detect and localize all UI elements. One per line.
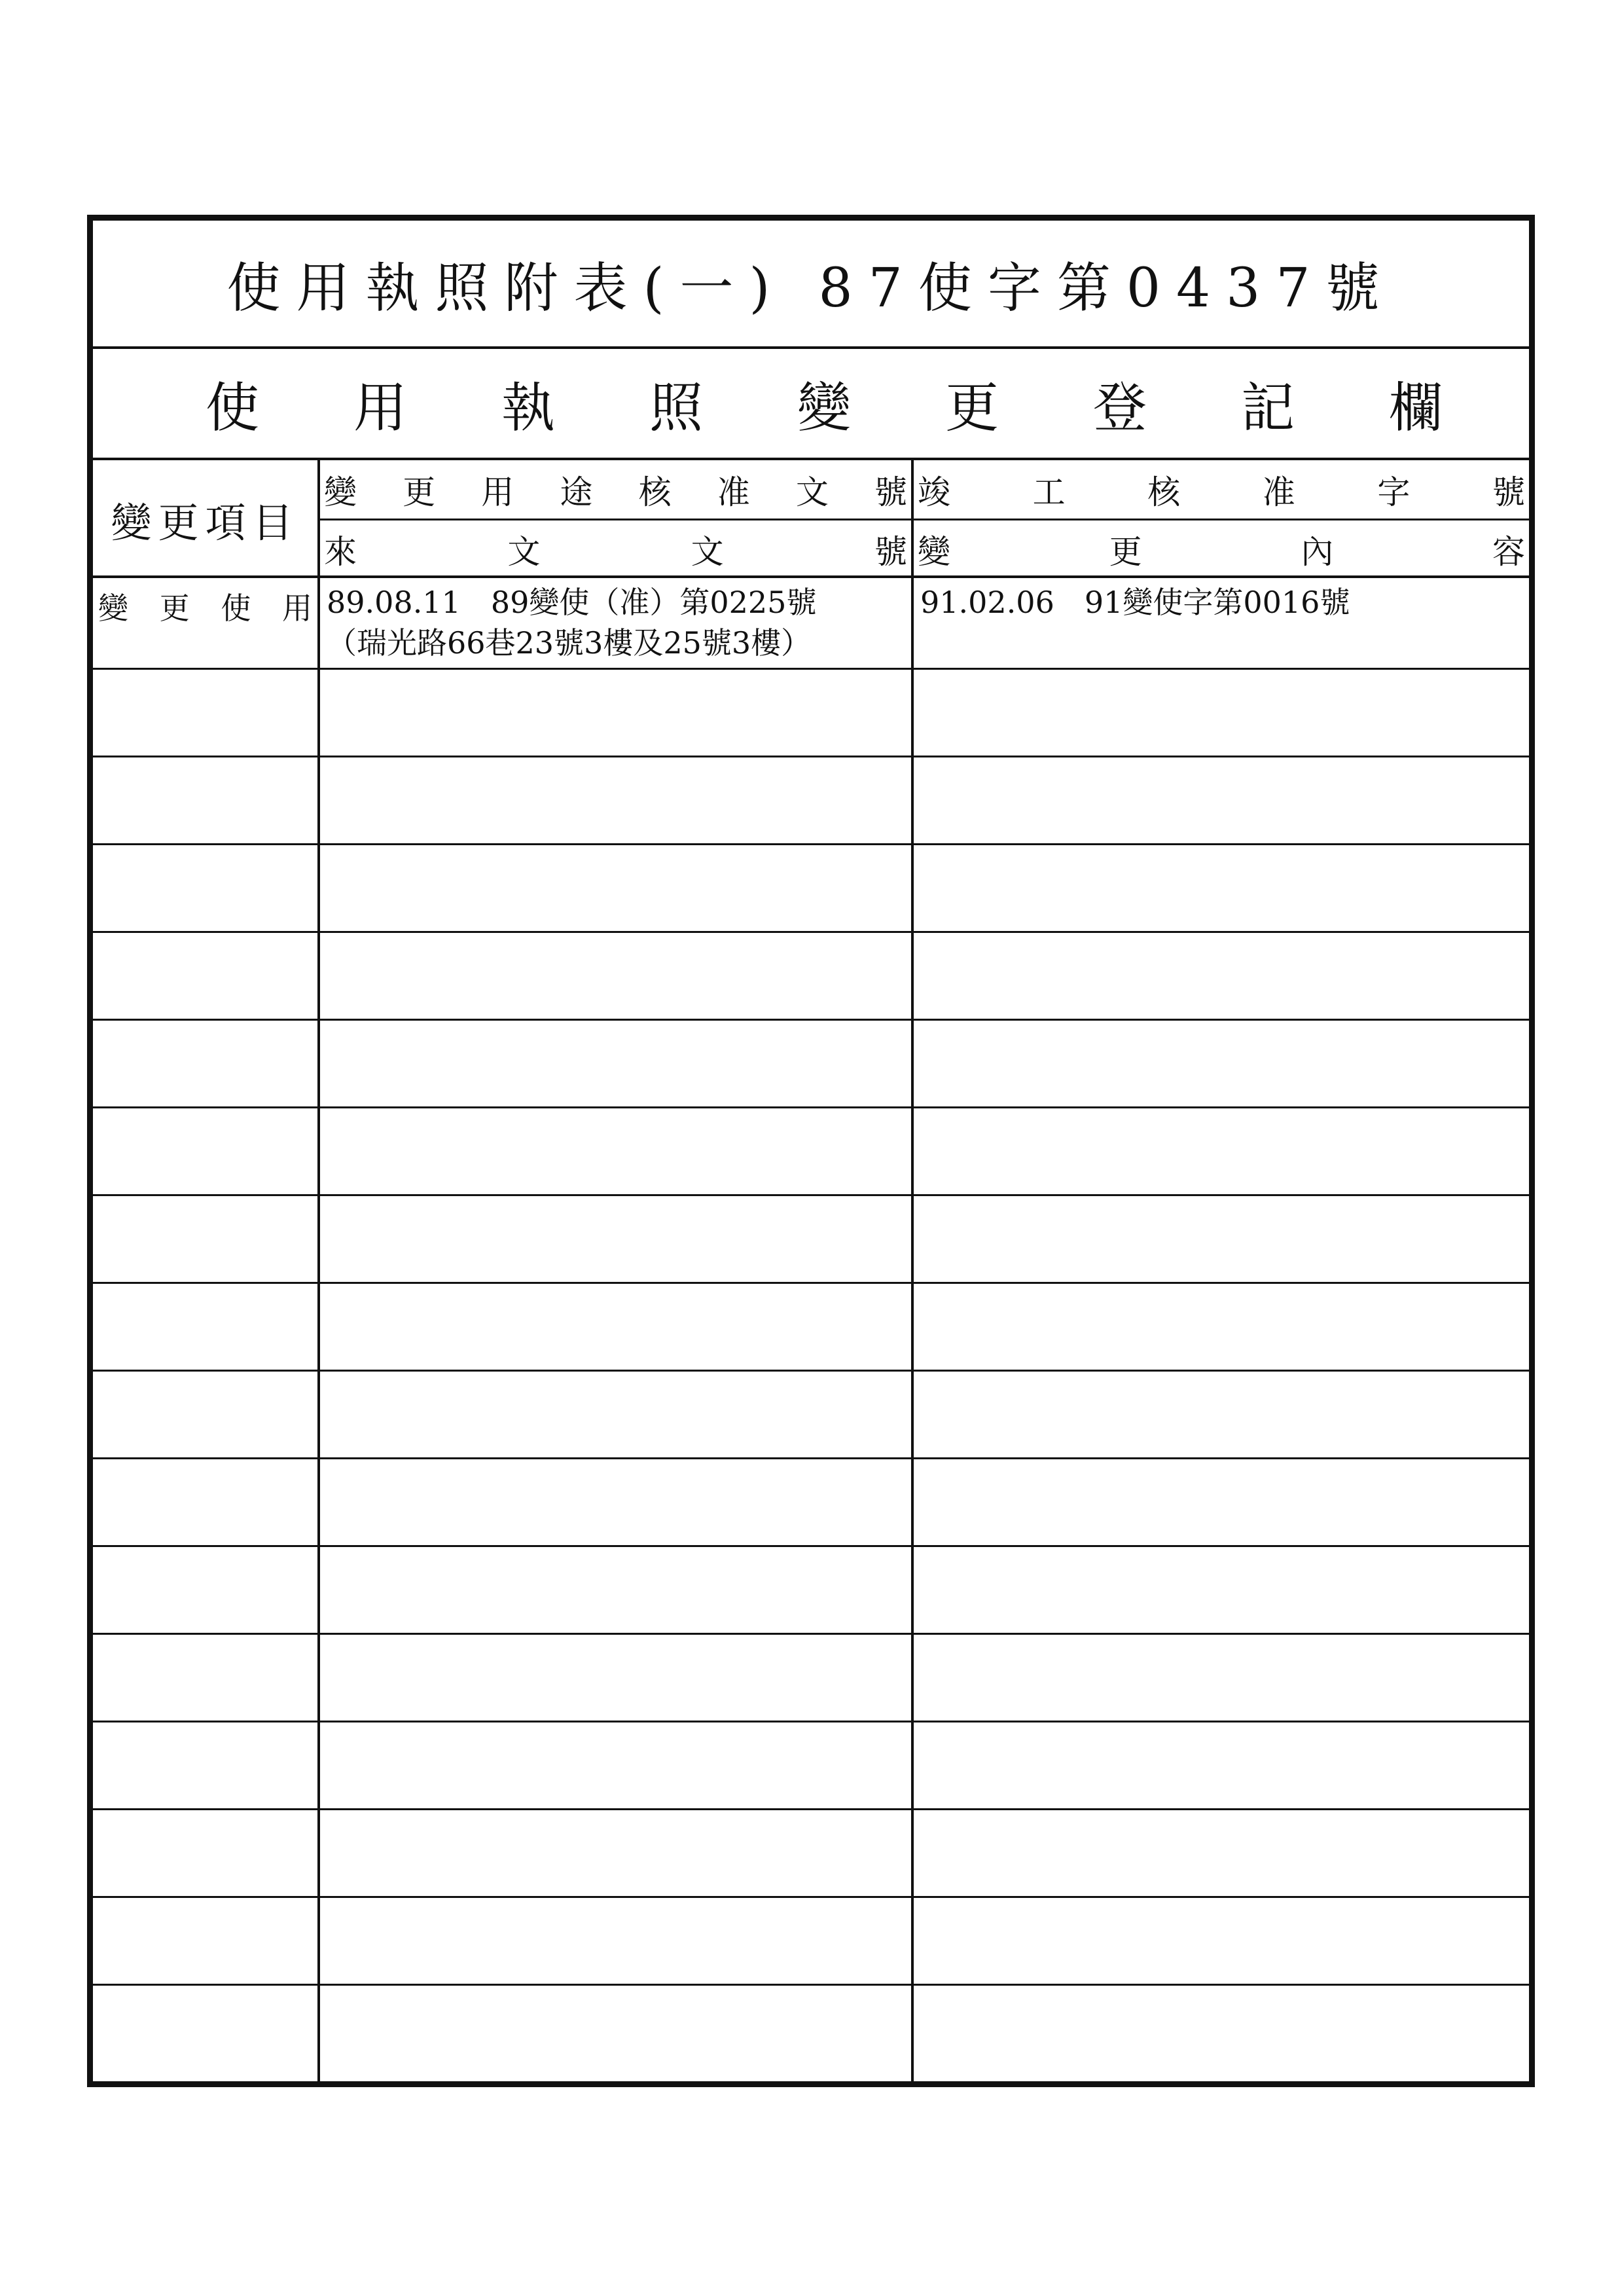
table-row: [93, 1372, 1529, 1459]
form-subtitle-row: [93, 349, 1529, 460]
row-completion-cell: [914, 578, 1529, 668]
header-char: 准: [717, 473, 750, 511]
table-row: [93, 1986, 1529, 2081]
header-change-use-approval-no: [320, 460, 914, 520]
header-char: 途: [560, 473, 593, 511]
header-char: 來: [324, 533, 357, 571]
header-char: 號: [874, 533, 907, 571]
item-char: 更: [159, 591, 190, 626]
table-row: [93, 933, 1529, 1021]
header-char: 准: [1262, 473, 1295, 511]
row-approval-cell: [320, 578, 914, 668]
header-char: 核: [638, 473, 672, 511]
header-char: 變: [918, 533, 950, 571]
table-row: [93, 1722, 1529, 1810]
header-char: 變: [324, 473, 357, 511]
item-char: 使: [221, 591, 251, 626]
header-char: 號: [874, 473, 907, 511]
header-char: 更: [1109, 533, 1142, 571]
item-char: 變: [98, 591, 128, 626]
header-char: 文: [795, 473, 829, 511]
change-item: [93, 578, 317, 628]
approval-doc-no: 89.08.11 89變使（准）第0225號: [327, 585, 817, 620]
table-row: [93, 757, 1529, 845]
subtitle-char: 用: [353, 376, 407, 439]
table-row: [93, 1021, 1529, 1108]
table-row: [93, 1459, 1529, 1547]
table-row: [93, 1196, 1529, 1284]
table-header: [93, 460, 1529, 578]
header-completion-approval-no: [914, 460, 1529, 520]
approval-address: （瑞光路66巷23號3樓及25號3樓）: [327, 625, 812, 661]
header-char: 號: [1492, 473, 1525, 511]
register-rows: [93, 578, 1529, 2081]
header-char: 竣: [918, 473, 950, 511]
header-change-item: 變更項目: [93, 460, 320, 578]
subtitle-char: 變: [797, 376, 851, 439]
subtitle-char: 欄: [1388, 376, 1443, 439]
subtitle-char: 使: [205, 376, 259, 439]
row-item-cell: [93, 578, 320, 668]
permit-form: [87, 215, 1535, 2087]
table-row: [93, 1547, 1529, 1635]
completion-doc-no: 91.02.06 91變使字第0016號: [920, 585, 1350, 620]
table-row: [93, 1898, 1529, 1986]
table-row: [93, 845, 1529, 933]
header-char: 文: [691, 533, 724, 571]
subtitle-char: 登: [1092, 376, 1147, 439]
table-row: [93, 1635, 1529, 1722]
header-char: 容: [1492, 533, 1525, 571]
header-change-content: [914, 520, 1529, 578]
header-char: 核: [1147, 473, 1181, 511]
header-char: 工: [1032, 473, 1066, 511]
table-row: [93, 1284, 1529, 1372]
header-char: 內: [1301, 533, 1334, 571]
header-incoming-doc-no: [320, 520, 914, 578]
subtitle-char: 更: [944, 376, 999, 439]
table-row: [93, 578, 1529, 670]
subtitle-char: 記: [1240, 376, 1295, 439]
subtitle-char: 執: [501, 376, 555, 439]
form-title: 使用執照附表(一) 87使字第0437號: [226, 257, 1395, 319]
header-char: 字: [1377, 473, 1411, 511]
header-char: 用: [481, 473, 514, 511]
table-row: [93, 1108, 1529, 1196]
table-row: [93, 1810, 1529, 1898]
table-row: [93, 670, 1529, 757]
header-char: 文: [507, 533, 541, 571]
form-title-row: [93, 221, 1529, 349]
item-char: 用: [281, 591, 312, 626]
subtitle-char: 照: [649, 376, 703, 439]
header-char: 更: [403, 473, 436, 511]
